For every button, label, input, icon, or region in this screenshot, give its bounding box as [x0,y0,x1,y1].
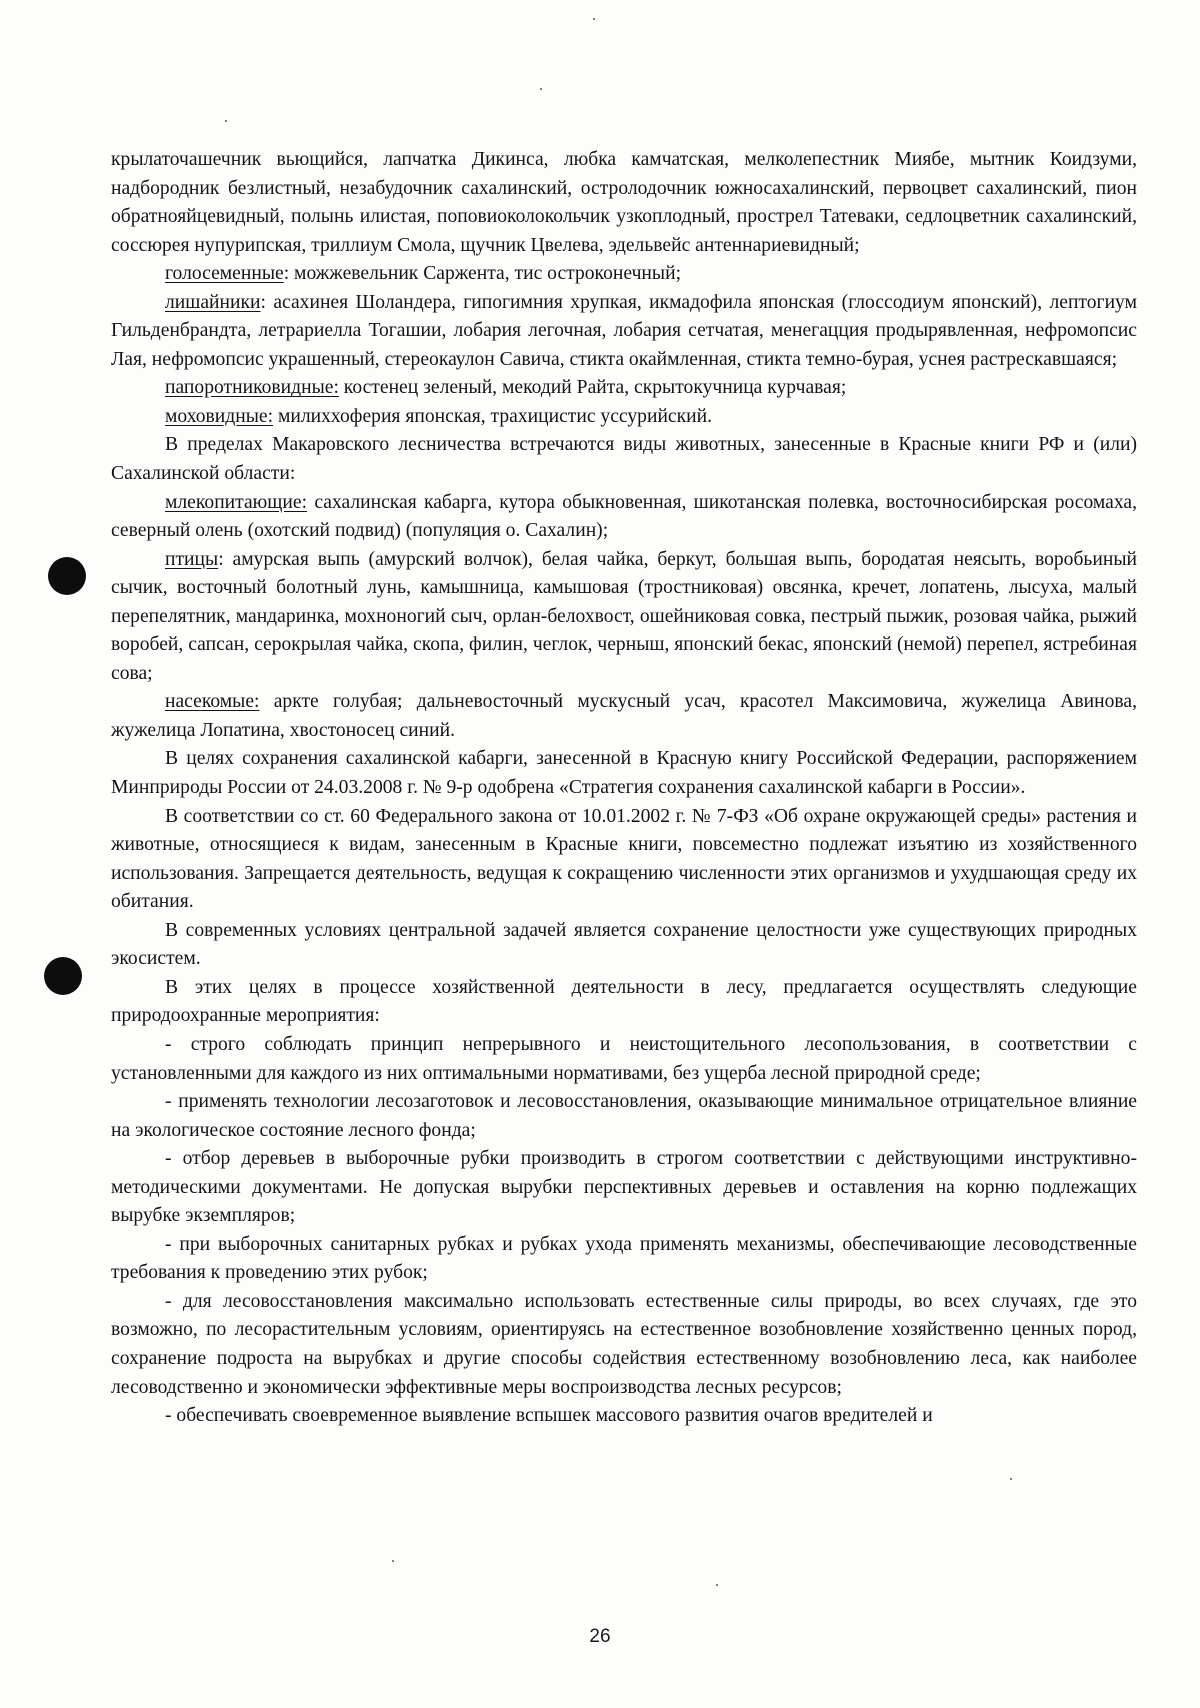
punch-hole-top [48,557,86,595]
punch-hole-bottom [44,957,82,995]
category-label-lichens: лишайники [165,291,261,313]
paragraph-text: : амурская выпь (амурский волчок), белая чайка, беркут, большая выпь, бородатая неясыть, воробьиный сычик, восточный болотный лунь, камышница, камышовая (тростниковая) овсянка, кречет, лопатень, лысуха, малый перепелятник, мандаринка, мохноногий сыч, орлан-белохвост, ошейниковая совка, пестрый пыжик, розовая чайка, рыжий воробей, сапсан, серокрылая чайка, скопа, филин, чеглок, черныш, японский бекас, японский (немой) перепел, ястребиная сова; [111,548,1137,684]
paragraph-text: аркте голубая; дальневосточный мускусный усач, красотел Максимовича, жужелица Авинова, жужелица Лопатина, хвостоносец синий. [111,691,1137,741]
paragraph-text: В этих целях в процессе хозяйственной деятельности в лесу, предлагается осуществлять следующие природоохранные мероприятия: [111,976,1137,1027]
paragraph-mammals [111,489,1137,546]
category-label-mammals: млекопитающие: [165,491,308,513]
scan-speck [1010,1478,1012,1480]
paragraph-text: милиххоферия японская, трахицистис уссурийский. [273,405,713,427]
scan-speck [392,1560,394,1562]
paragraph-mosses [111,403,1137,432]
paragraph-measures-intro [111,974,1137,1031]
list-item-measure [111,1231,1137,1288]
paragraph-text: В современных условиях центральной задачей является сохранение целостности уже существующих природных экосистем. [111,919,1137,970]
list-item-measure [111,1402,1137,1431]
list-item-measure [111,1145,1137,1231]
scan-speck [540,88,542,90]
paragraph-text: - обеспечивать своевременное выявление вспышек массового развития очагов вредителей и [165,1405,933,1427]
paragraph-text: : можжевельник Саржента, тис остроконечный; [283,263,682,285]
category-label-ferns: папоротниковидные: [165,377,339,399]
paragraph-text: - отбор деревьев в выборочные рубки производить в строгом соответствии с действующими инструктивно-методическими документами. Не допуская вырубки перспективных деревьев и оставления на корню подлежащих вырубке экземпляров; [111,1148,1137,1227]
paragraph-text: - при выборочных санитарных рубках и рубках ухода применять механизмы, обеспечивающие лесоводственные требования к проведению этих рубок; [111,1233,1137,1284]
scan-speck [593,18,595,20]
scan-speck [716,1584,718,1586]
paragraph-text: - строго соблюдать принцип непрерывного и неистощительного лесопользования, в соответствии с установленными для каждого из них оптимальными нормативами, без ущерба лесной природной среде; [111,1033,1137,1084]
category-label-birds: птицы [165,548,219,570]
paragraph-insects [111,688,1137,745]
paragraph-text: крылаточашечник вьющийся, лапчатка Дикинса, любка камчатская, мелколепестник Миябе, мытник Коидзуми, надбородник безлистный, незабудочник сахалинский, остролодочник южносахалинский, первоцвет сахалинский, пион обратнояйцевидный, полынь илистая, поповиоколокольчик узкоплодный, прострел Татеваки, седлоцветник сахалинский, соссюрея нупурипская, триллиум Смола, щучник Цвелева, эдельвейс антеннариевидный; [111,149,1137,256]
paragraph-animals-intro [111,431,1137,488]
page-number: 26 [589,1626,611,1647]
paragraph-birds [111,546,1137,689]
paragraph-text: сахалинская кабарга, кутора обыкновенная, шикотанская полевка, восточносибирская росомаха, северный олень (охотский подвид) (популяция о. Сахалин); [111,491,1137,542]
paragraph-musk-deer-strategy [111,745,1137,802]
list-item-measure [111,1288,1137,1402]
paragraph-plant-species-continuation [111,146,1137,260]
paragraph-ecosystem-preservation [111,917,1137,974]
category-label-gymnosperms: голосеменные [165,263,284,285]
paragraph-text: В целях сохранения сахалинской кабарги, занесенной в Красную книгу Российской Федерации, распоряжением Минприроды России от 24.03.2008 г. № 9-р одобрена «Стратегия сохранения сахалинской кабарги в России». [111,748,1137,799]
paragraph-gymnosperms [111,260,1137,289]
paragraph-text: костенец зеленый, мекодий Райта, скрытокучница курчавая; [338,377,847,399]
list-item-measure [111,1088,1137,1145]
paragraph-text: - для лесовосстановления максимально использовать естественные силы природы, во всех случаях, где это возможно, по лесорастительным условиям, ориентируясь на естественное возобновление хозяйственно ценных пород, сохранение подроста на вырубках и другие способы содействия естественному возобновлению леса, как наиболее лесоводственно и экономически эффективные меры воспроизводства лесных ресурсов; [111,1290,1137,1398]
paragraph-text: В соответствии со ст. 60 Федерального закона от 10.01.2002 г. № 7-ФЗ «Об охране окружающей среды» растения и животные, относящиеся к видам, занесенным в Красные книги, повсеместно подлежат изъятию из хозяйственного использования. Запрещается деятельность, ведущая к сокращению численности этих организмов и ухудшающая среду их обитания. [111,805,1137,913]
paragraph-ferns [111,374,1137,403]
category-label-insects: насекомые: [165,691,260,713]
paragraph-federal-law [111,803,1137,917]
category-label-mosses: моховидные: [165,405,274,427]
scan-speck [225,120,227,122]
paragraph-lichens [111,289,1137,375]
document-body [111,146,1137,1431]
paragraph-text: В пределах Макаровского лесничества встречаются виды животных, занесенные в Красные книги РФ и (или) Сахалинской области: [111,434,1137,485]
list-item-measure [111,1031,1137,1088]
paragraph-text: : асахинея Шоландера, гипогимния хрупкая, икмадофила японская (глоссодиум японский), лептогиум Гильденбрандта, летрариелла Тогашии, лобария легочная, лобария сетчатая, менегацция продырявленная, нефромопсис Лая, нефромопсис украшенный, стереокаулон Савича, стикта окаймленная, стикта темно-бурая, уснея растрескавшаяся; [111,291,1137,370]
paragraph-text: - применять технологии лесозаготовок и лесовосстановления, оказывающие минимальное отрицательное влияние на экологическое состояние лесного фонда; [111,1091,1137,1141]
